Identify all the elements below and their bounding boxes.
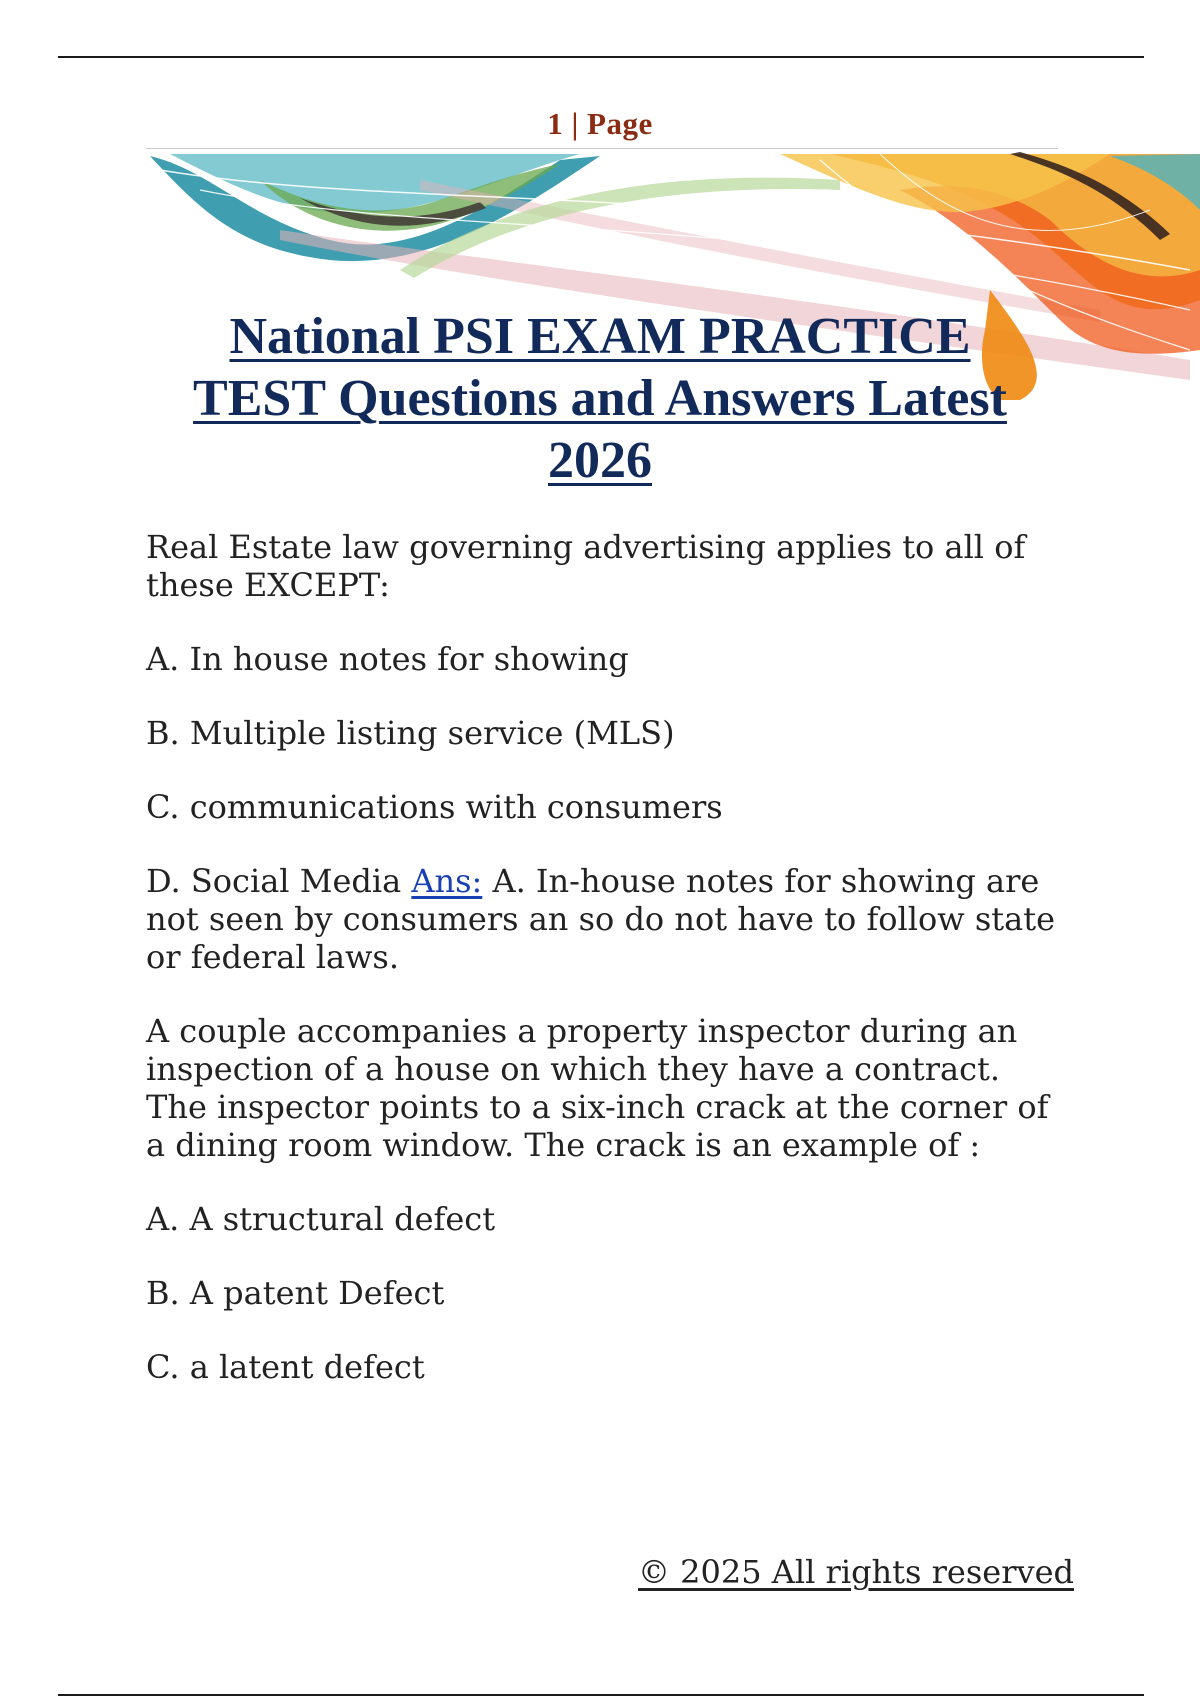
bottom-rule	[58, 1694, 1144, 1696]
question-2-stem: A couple accompanies a property inspector during an inspection of a house on which they have a contract. The inspector points to a six-inch crack at the corner of a dining room window. The crack is an example of :	[146, 1012, 1049, 1164]
header-divider	[146, 148, 1058, 149]
question-1-option-b: B. Multiple listing service (MLS)	[146, 714, 675, 752]
title-line-1: National PSI EXAM PRACTICE	[229, 308, 971, 365]
question-content	[146, 528, 1066, 1422]
question-1-option-d-with-answer	[146, 862, 1066, 976]
question-2-option-b: B. A patent Defect	[146, 1274, 445, 1312]
title-line-3: 2026	[548, 432, 652, 489]
question-2-option-c: C. a latent defect	[146, 1348, 425, 1386]
question-2-option-a: A. A structural defect	[146, 1200, 496, 1238]
title-line-2: TEST Questions and Answers Latest	[193, 370, 1007, 427]
page-number-header: 1 | Page	[547, 106, 653, 141]
answer-link[interactable]: Ans:	[411, 862, 483, 900]
question-1-option-a: A. In house notes for showing	[146, 640, 629, 678]
question-1-answer-text: A. In-house notes for showing are not seen by consumers an so do not have to follow state or federal laws.	[146, 862, 1055, 976]
top-rule	[58, 56, 1144, 58]
question-1-stem: Real Estate law governing advertising applies to all of these EXCEPT:	[146, 528, 1026, 604]
copyright-notice: © 2025 All rights reserved	[638, 1553, 1074, 1591]
question-1-option-c: C. communications with consumers	[146, 788, 723, 826]
question-1-option-d: D. Social Media	[146, 862, 402, 900]
document-title	[110, 306, 1090, 492]
